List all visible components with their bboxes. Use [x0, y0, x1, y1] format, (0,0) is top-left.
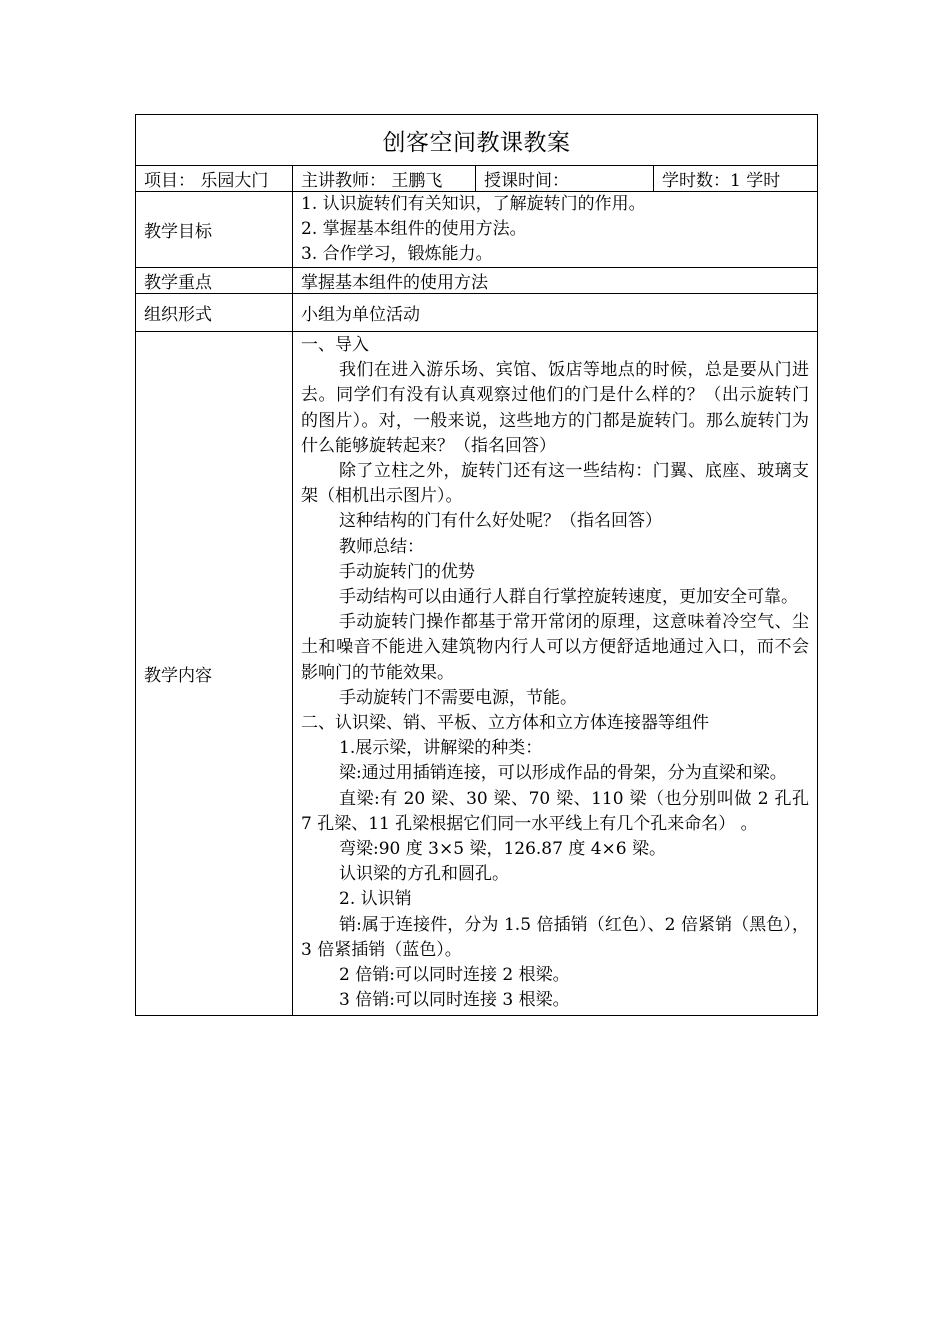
title-row: [136, 115, 818, 166]
objective-item: 1. 认识旋转们有关知识，了解旋转门的作用。: [301, 194, 646, 214]
content-row: [136, 332, 818, 1016]
content-paragraph: 手动旋转门的优势: [339, 561, 475, 582]
content-paragraph: 认识梁的方孔和圆孔。: [339, 864, 509, 885]
content-paragraph: 这种结构的门有什么好处呢？（指名回答）: [339, 511, 662, 532]
content-paragraph: 3 倍销:可以同时连接 3 根梁。: [339, 990, 570, 1011]
focus-row: [136, 268, 818, 294]
focus-cell: 掌握基本组件的使用方法: [293, 268, 818, 294]
objectives-label: 教学目标: [136, 192, 293, 268]
objectives-row: [136, 192, 818, 268]
content-paragraph: 2 倍销:可以同时连接 2 根梁。: [339, 965, 570, 986]
objective-item: 2. 掌握基本组件的使用方法。: [301, 219, 527, 239]
content-paragraph: 手动结构可以由通行人群自行掌控旋转速度，更加安全可靠。: [339, 587, 798, 608]
info-row: [136, 166, 818, 192]
content-paragraph: 我们在进入游乐场、宾馆、饭店等地点的时候，总是要从门进去。同学们有没有认真观察过他们的门是什么样的？（出示旋转门的图片）。对，一般来说，这些地方的门都是旋转门。那么旋转门为什么能够旋转起来？（指名回答）: [301, 360, 809, 456]
time-cell: 授课时间：: [476, 166, 654, 192]
content-paragraph: 梁:通过用插销连接，可以形成作品的骨架，分为直梁和梁。: [339, 763, 787, 784]
section-heading: 一、导入: [301, 335, 369, 355]
content-paragraph: 1.展示梁，讲解梁的种类：: [339, 738, 543, 759]
form-row: [136, 294, 818, 332]
content-paragraph: 2. 认识销: [339, 889, 412, 910]
form-cell: 小组为单位活动: [293, 294, 818, 332]
form-label: 组织形式: [136, 294, 293, 332]
content-paragraph: 手动旋转门不需要电源，节能。: [339, 687, 577, 708]
hours-cell: 学时数：1 学时: [654, 166, 818, 192]
teacher-cell: 主讲教师： 王鹏飞: [293, 166, 476, 192]
objectives-cell: [293, 192, 818, 268]
section-heading: 二、认识梁、销、平板、立方体和立方体连接器等组件: [301, 713, 709, 734]
lesson-plan-table: [135, 114, 818, 1016]
content-paragraph: 手动旋转门操作都基于常开常闭的原理，这意味着冷空气、尘土和噪音不能进入建筑物内行人可以方便舒适地通过入口，而不会影响门的节能效果。: [301, 612, 809, 683]
objective-item: 3. 合作学习，锻炼能力。: [301, 244, 493, 264]
focus-label: 教学重点: [136, 268, 293, 294]
page-title: 创客空间教课教案: [136, 115, 818, 166]
project-cell: 项目： 乐园大门: [136, 166, 293, 192]
content-paragraph: 直梁:有 20 梁、30 梁、70 梁、110 梁（也分别叫做 2 孔孔 7 孔梁、11 孔梁根据它们同一水平线上有几个孔来命名） 。: [301, 788, 809, 834]
content-label: 教学内容: [136, 332, 293, 1016]
lesson-plan-sheet: [135, 114, 817, 1016]
content-paragraph: 教师总结：: [339, 536, 424, 557]
content-cell: [293, 332, 818, 1016]
content-paragraph: 除了立柱之外，旋转门还有这一些结构：门翼、底座、玻璃支架（相机出示图片）。: [301, 461, 809, 507]
content-paragraph: 销:属于连接件，分为 1.5 倍插销（红色）、2 倍紧销（黑色），3 倍紧插销（蓝色）。: [301, 914, 809, 960]
content-paragraph: 弯梁:90 度 3×5 梁，126.87 度 4×6 梁。: [339, 839, 667, 860]
